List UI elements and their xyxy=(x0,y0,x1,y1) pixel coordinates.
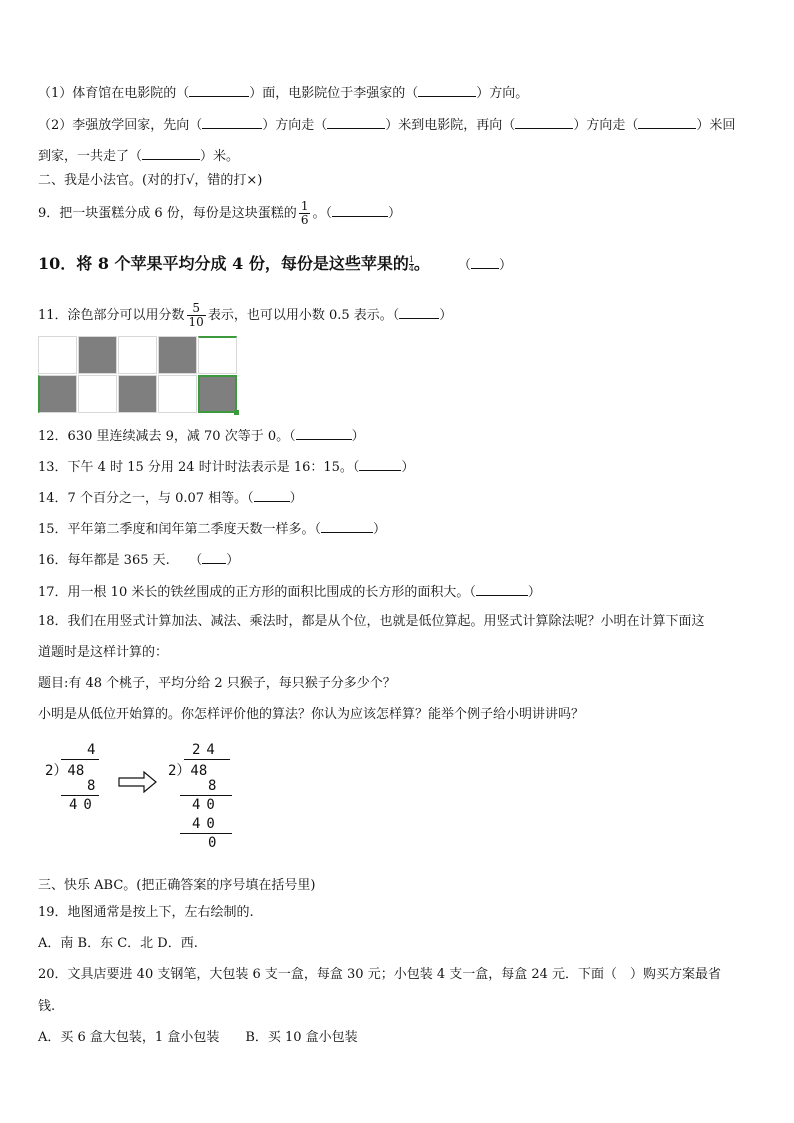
question-14 xyxy=(38,489,303,507)
divisor-dividend: 2）48 xyxy=(45,763,85,779)
grid-cell-shaded-selected xyxy=(198,375,237,413)
answer-blank[interactable] xyxy=(359,458,401,471)
answer-blank[interactable] xyxy=(202,116,262,129)
fraction-denominator: 10 xyxy=(188,315,204,329)
fraction-numerator: 1 xyxy=(408,255,414,264)
question-text: ） xyxy=(387,206,401,221)
grid-cell-shaded xyxy=(38,375,77,413)
answer-blank[interactable] xyxy=(321,520,373,533)
question-text: ）米。 xyxy=(200,149,240,164)
question-sub-2 xyxy=(38,116,735,134)
fraction xyxy=(299,200,311,227)
grid-cell-shaded xyxy=(78,336,117,374)
question-text: ）米回 xyxy=(696,118,736,133)
question-13 xyxy=(38,458,414,476)
subtraction-bar xyxy=(180,795,232,796)
question-text: 。 xyxy=(413,254,430,273)
question-text: ） xyxy=(373,522,387,537)
question-20: 20．文具店要进 40 支钢笔，大包装 6 支一盒，每盒 30 元；小包装 4 支一盒，每盒 24 元．下面（ ）购买方案最省 xyxy=(38,967,722,982)
question-text: （1）体育馆在电影院的（ xyxy=(38,86,190,101)
question-text: 表示，也可以用小数 0.5 表示。（ xyxy=(207,308,400,323)
question-text: ） xyxy=(439,308,453,323)
question-text: ） xyxy=(401,460,415,475)
question-text: ） xyxy=(289,491,303,506)
question-text: ） xyxy=(351,429,365,444)
answer-blank[interactable] xyxy=(638,116,696,129)
grid-cell xyxy=(158,375,197,413)
question-text: ）米到电影院，再向（ xyxy=(385,118,516,133)
answer-blank[interactable] xyxy=(327,116,385,129)
partial-product: 40 xyxy=(192,816,221,832)
partial-remainder: 40 xyxy=(192,797,221,813)
answer-blank[interactable] xyxy=(142,147,200,160)
grid-cell xyxy=(78,375,117,413)
quotient: 4 xyxy=(87,742,96,758)
question-text: 10．将 8 个苹果平均分成 4 份，每份是这些苹果的 xyxy=(38,254,409,273)
selection-handle xyxy=(234,410,239,415)
remainder: 0 xyxy=(208,835,217,851)
question-20-options: A．买 6 盒大包装，1 盒小包装 B．买 10 盒小包装 xyxy=(38,1030,358,1045)
answer-blank[interactable] xyxy=(418,84,476,97)
question-text: 9．把一块蛋糕分成 6 份，每份是这块蛋糕的 xyxy=(38,206,297,221)
grid-cell-shaded xyxy=(118,375,157,413)
question-sub-2-cont xyxy=(38,147,239,165)
fraction xyxy=(187,302,206,329)
question-text: 。（ xyxy=(312,206,332,221)
section-title: 三、快乐 ABC。(把正确答案的序号填在括号里) xyxy=(38,878,316,893)
long-division-right xyxy=(168,742,248,854)
fraction-denominator: 6 xyxy=(300,213,309,227)
fraction-numerator: 1 xyxy=(300,199,309,213)
answer-blank[interactable] xyxy=(515,116,573,129)
answer-blank[interactable] xyxy=(399,306,439,319)
shaded-grid-figure xyxy=(38,336,238,414)
partial-product: 8 xyxy=(208,778,217,794)
partial-product: 8 xyxy=(87,778,96,794)
question-18-line4: 小明是从低位开始算的。你怎样评价他的算法？你认为应该怎样算？能举个例子给小明讲讲吗？ xyxy=(38,707,585,722)
question-18-line2: 道题时是这样计算的： xyxy=(38,645,169,660)
question-11 xyxy=(38,301,452,331)
answer-blank[interactable] xyxy=(189,84,249,97)
question-15 xyxy=(38,520,386,538)
question-16 xyxy=(38,551,239,569)
question-20-cont: 钱. xyxy=(38,999,56,1014)
question-text: 17．用一根 10 米长的铁丝围成的正方形的面积比围成的长方形的面积大。（ xyxy=(38,585,476,600)
question-text: ）方向走（ xyxy=(262,118,328,133)
divisor-dividend: 2）48 xyxy=(168,763,208,779)
answer-blank[interactable] xyxy=(254,489,290,502)
question-12 xyxy=(38,427,365,445)
remainder: 40 xyxy=(69,797,98,813)
section-title: 二、我是小法官。(对的打√，错的打×) xyxy=(38,173,263,188)
question-18-line3: 题目:有 48 个桃子，平均分给 2 只猴子，每只猴子分多少个？ xyxy=(38,676,396,691)
fraction-denominator: 4 xyxy=(408,264,414,273)
answer-blank[interactable] xyxy=(332,204,388,217)
question-19: 19．地图通常是按上下，左右绘制的. xyxy=(38,905,254,920)
question-text: ）方向走（ xyxy=(573,118,639,133)
question-text: ）面，电影院位于李强家的（ xyxy=(249,86,419,101)
question-19-options: A．南 B．东 C．北 D．西. xyxy=(38,936,198,951)
question-text: 13．下午 4 时 15 分用 24 时计时法表示是 16：15。（ xyxy=(38,460,360,475)
answer-blank[interactable] xyxy=(476,583,528,596)
question-text: 16．每年都是 365 天. （ xyxy=(38,553,203,568)
long-division-left xyxy=(45,742,115,817)
answer-blank[interactable] xyxy=(202,551,226,564)
question-17 xyxy=(38,583,541,601)
question-text: （2）李强放学回家，先向（ xyxy=(38,118,203,133)
question-9 xyxy=(38,200,401,227)
question-text: ） xyxy=(226,553,240,568)
question-text: ） xyxy=(527,585,541,600)
fraction-numerator: 5 xyxy=(192,301,200,315)
subtraction-bar xyxy=(180,833,232,834)
question-18-line1: 18．我们在用竖式计算加法、减法、乘法时，都是从个位，也就是低位算起。用竖式计算除法呢？小明在计算下面这 xyxy=(38,614,705,629)
question-text: ）方向。 xyxy=(476,86,529,101)
question-text: 15．平年第二季度和闰年第二季度天数一样多。（ xyxy=(38,522,322,537)
subtraction-bar xyxy=(61,795,99,796)
question-10 xyxy=(38,254,512,276)
arrow-right-icon xyxy=(118,771,158,793)
grid-cell xyxy=(38,336,77,374)
quotient: 24 xyxy=(192,742,221,758)
grid-cell xyxy=(118,336,157,374)
question-sub-1 xyxy=(38,84,528,102)
grid-cell xyxy=(198,336,237,374)
question-text: 到家，一共走了（ xyxy=(38,149,143,164)
question-text: ） xyxy=(498,258,512,273)
question-text: （ xyxy=(457,258,471,273)
question-text: 12．630 里连续减去 9，减 70 次等于 0。（ xyxy=(38,429,296,444)
answer-blank[interactable] xyxy=(296,427,352,440)
question-text: 14．7 个百分之一，与 0.07 相等。（ xyxy=(38,491,254,506)
question-text: 11．涂色部分可以用分数 xyxy=(38,308,185,323)
grid-cell-shaded xyxy=(158,336,197,374)
answer-blank[interactable] xyxy=(471,256,499,269)
